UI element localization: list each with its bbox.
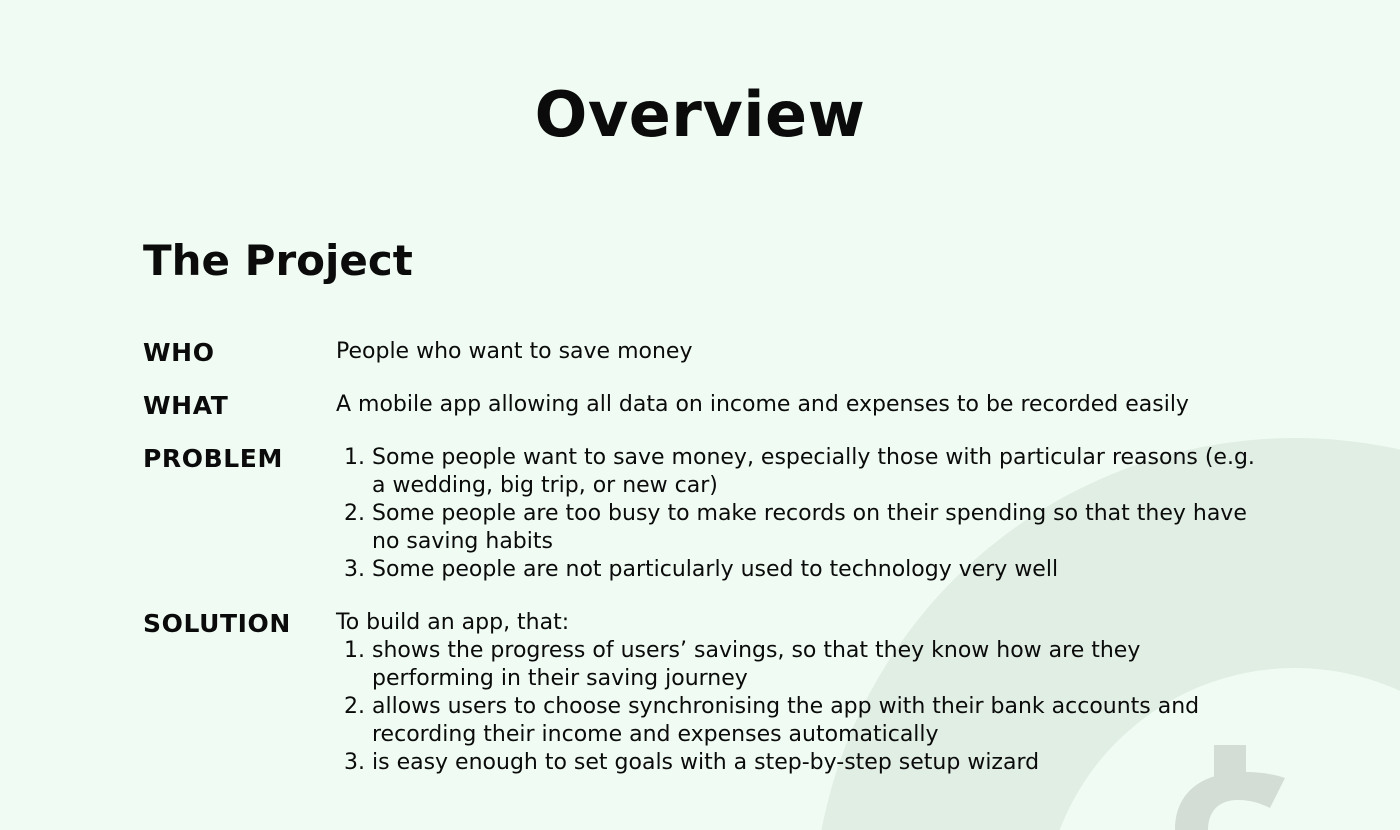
problem-item: 3. Some people are not particularly used to technology very well xyxy=(372,556,1256,584)
problem-list xyxy=(336,444,1256,584)
problem-content xyxy=(336,444,1256,584)
what-label: WHAT xyxy=(143,391,229,420)
page-title: Overview xyxy=(534,78,866,151)
problem-item: 1. Some people want to save money, especially those with particular reasons (e.g. a wedding, big trip, or new car) xyxy=(372,444,1256,500)
solution-list xyxy=(336,637,1256,777)
solution-label: SOLUTION xyxy=(143,609,291,638)
what-text: A mobile app allowing all data on income and expenses to be recorded easily xyxy=(336,392,1189,417)
who-text: People who want to save money xyxy=(336,339,693,364)
solution-content xyxy=(336,609,1256,777)
problem-label: PROBLEM xyxy=(143,444,283,473)
solution-item: 3. is easy enough to set goals with a step-by-step setup wizard xyxy=(372,749,1256,777)
solution-item: 2. allows users to choose synchronising the app with their bank accounts and recording their income and expenses automatically xyxy=(372,693,1256,749)
who-label: WHO xyxy=(143,338,215,367)
section-title: The Project xyxy=(143,236,413,285)
solution-intro: To build an app, that: xyxy=(336,610,570,635)
solution-item: 1. shows the progress of users’ savings, so that they know how are they performing in their saving journey xyxy=(372,637,1256,693)
problem-item: 2. Some people are too busy to make records on their spending so that they have no saving habits xyxy=(372,500,1256,556)
